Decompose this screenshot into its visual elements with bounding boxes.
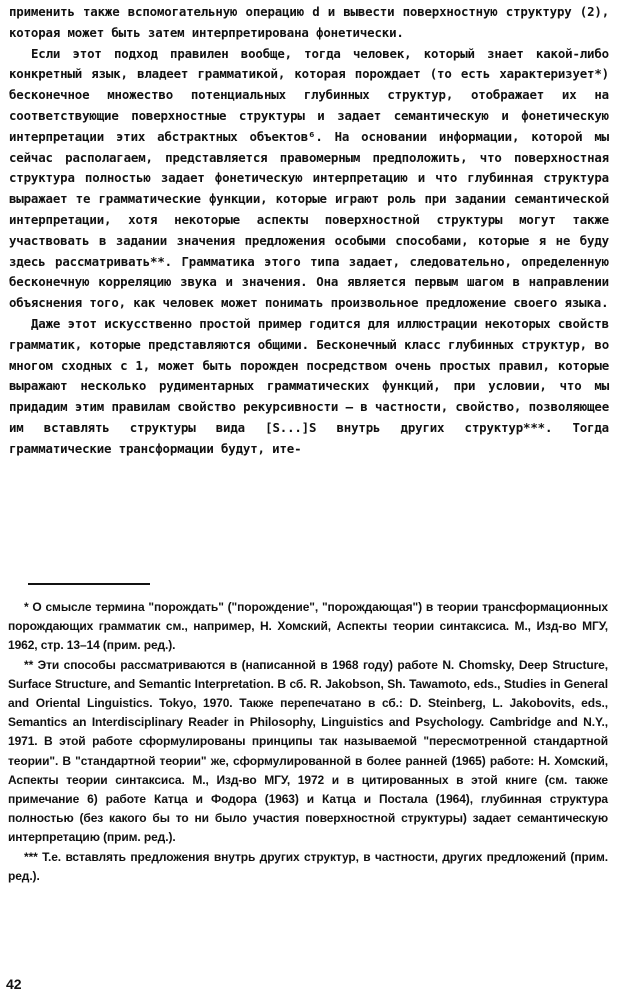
- footnote-separator: [28, 583, 150, 585]
- paragraph-grammar-approach: Если этот подход правилен вообще, тогда человек, который знает какой-либо конкретный язык, владеет грамматикой, которая порождает (то есть характеризует*) бесконечное множество потенциальных глубинных структур, отображает их на соответствующие поверхностные структуры и задает семантическую и фонетическую интерпретации этих абстрактных объектов⁶. На основании информации, которой мы сейчас располагаем, представляется правомерным предположить, что поверхностная структура полностью задает фонетическую интерпретацию и что глубинная структура выражает те грамматические функции, которые играют роль при задании семантической интерпретации, хотя некоторые аспекты поверхностной структуры могут также участвовать в задании значения предложения особыми способами, которые я не буду здесь рассматривать**. Грамматика этого типа задает, следовательно, определенную бесконечную корреляцию звука и значения. Она является первым шагом в направлении объяснения того, как человек может понимать произвольное предложение своего языка.: [9, 45, 609, 311]
- footnote-1: * О смысле термина "порождать" ("порождение", "порождающая") в теории трансформационных порождающих грамматик см., например, Н. Хомский, Аспекты теории синтаксиса. М., Изд-во МГУ, 1962, стр. 13–14 (прим. ред.).: [8, 600, 608, 653]
- page-number: 42: [6, 976, 22, 992]
- paragraph-continuation: применить также вспомогательную операцию d и вывести поверхностную структуру (2), которая может быть затем интерпретирована фонетически.: [9, 4, 609, 40]
- footnote-2: ** Эти способы рассматриваются в (написанной в 1968 году) работе N. Chomsky, Deep Structure, Surface Structure, and Semantic Interpretation. В сб. R. Jakobson, Sh. Tawamoto, eds., Studies in General and Oriental Linguistics. Tokyo, 1970. Также перепечатано в сб.: D. Steinberg, L. Jakobovits, eds., Semantics an Interdisciplinary Reader in Philosophy, Linguistics and Psychology. Cambridge and N.Y., 1971. В этой работе сформулированы принципы так называемой "пересмотренной стандартной теории". В "стандартной теории" же, сформулированной в более ранней (1965) работе: Н. Хомский, Аспекты теории синтаксиса. М., Изд-во МГУ, 1972 и в цитированных в этой книге (см. также примечание 6) работе Катца и Фодора (1963) и Катца и Постала (1964), глубинная структура полностью (без какого бы то ни было участия поверхностной структуры) задает семантическую интерпретацию (прим. ред.).: [8, 657, 608, 845]
- footnotes: [8, 598, 608, 886]
- paragraph-simple-example: Даже этот искусственно простой пример годится для иллюстрации некоторых свойств грамматик, которые представляются общими. Бесконечный класс глубинных структур, во многом сходных с 1, может быть порожден посредством очень простых правил, которые выражают несколько рудиментарных грамматических функций, при условии, что мы придадим этим правилам свойство рекурсивности — в частности, свойство, позволяющее им вставлять структуры вида [S...]S внутрь других структур***. Тогда грамматические трансформации будут, ите-: [9, 315, 609, 456]
- main-text: [9, 2, 609, 460]
- footnote-3: *** Т.е. вставлять предложения внутрь других структур, в частности, других предложений (прим. ред.).: [8, 849, 608, 883]
